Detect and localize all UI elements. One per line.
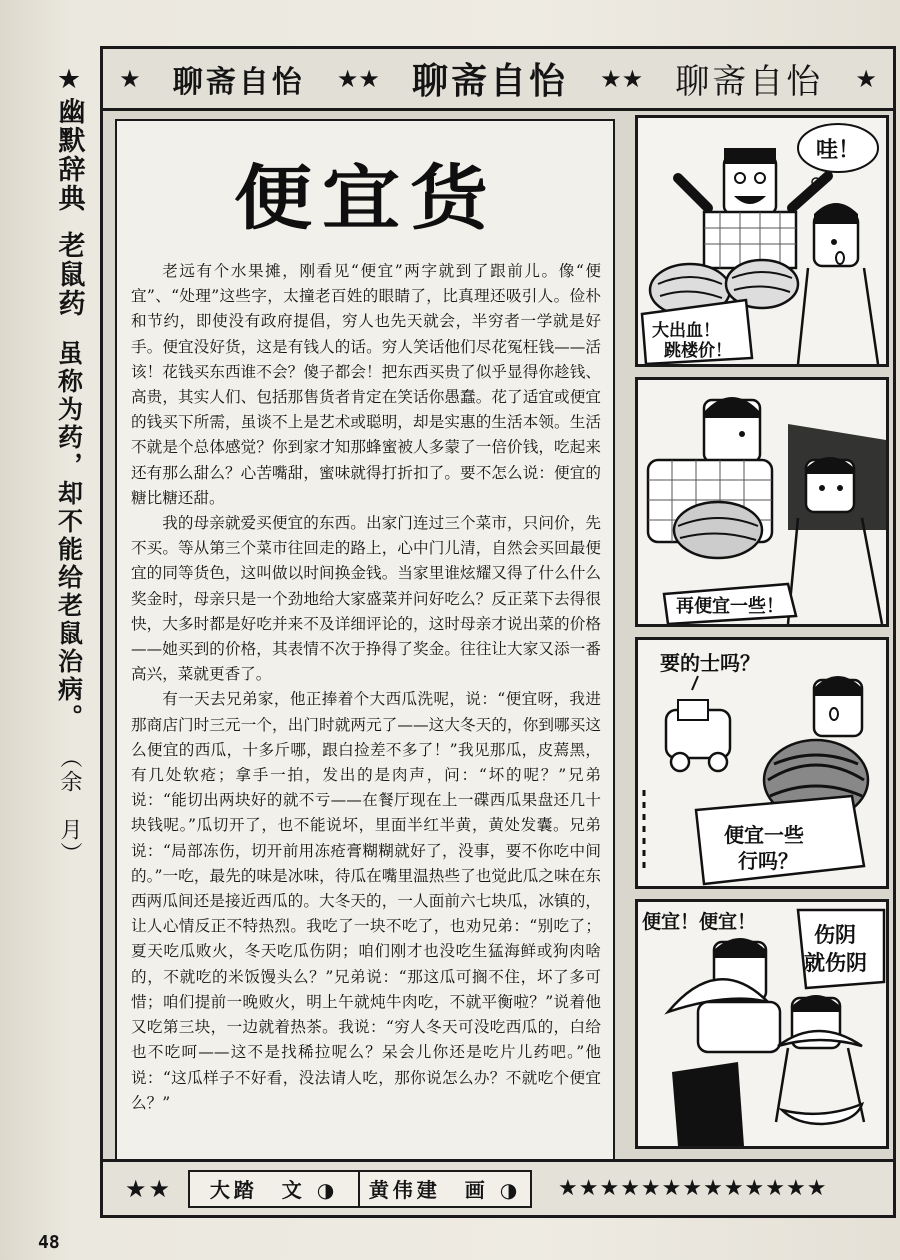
comic-caption: 跳楼价！	[664, 341, 732, 361]
column-frame	[100, 46, 896, 1218]
comic-strip	[635, 115, 889, 1203]
article-paragraph: 老远有个水果摊，刚看见“便宜”两字就到了跟前儿。像“便宜”、“处理”这些字，太撞老百姓的眼睛了，比真理还吸引人。俭朴和节约，即使没有政府提倡，穷人也先天就会，半穷者一学就是好手。便宜没好货，这是有钱人的话。穷人笑话他们尽花冤枉钱——活该！花钱买东西谁不会？傻子都会！把东西买贵了似乎显得你趁钱、高贵，其实人们、包括那售货者肯定在笑话你愚蠢。花了适宜或便宜的钱买下所需，虽谈不上是艺术或聪明，却是实惠的生活本领。生活不就是个总体感觉？你到家才知那蜂蜜被人多蒙了一倍价钱，吃起来还有那么甜么？心苦嘴甜，蜜味就得打折扣了。要不怎么说：便宜的糖比糖还甜。	[131, 262, 601, 507]
page-number: 48	[38, 1232, 60, 1253]
comic-bubble-text: 便宜！便宜！	[642, 911, 757, 933]
comic-bubble-text: 伤阴	[814, 923, 856, 947]
comic-panel-4	[635, 899, 889, 1149]
banner-title-2: 聊斋自怡	[411, 61, 568, 102]
vendor-shouting-illustration	[638, 118, 886, 364]
humor-dictionary-title: ★幽默辞典	[53, 64, 85, 213]
footer-stars-icon: ★★	[125, 1174, 173, 1203]
comic-bubble-text: 就伤阴	[804, 951, 867, 975]
author-credit: 大踏 文 ◑	[188, 1170, 360, 1208]
banner-stars-icon: ★★	[600, 64, 644, 93]
comic-bubble-text: 哇！	[815, 138, 861, 163]
humor-dictionary-column	[44, 60, 94, 1200]
banner-star-icon: ★	[119, 64, 141, 93]
article-paragraph: 有一天去兄弟家，他正捧着个大西瓜洗呢，说：“便宜呀，我进那商店门时三元一个，出门时就两元了——这大冬天的，你到哪买这么便宜的西瓜，十多斤哪，跟白捡差不多了！”我见那瓜，皮蔫黑，有几处软疮；拿手一拍，发出的是肉声，问：“坏的呢？”兄弟说：“能切出两块好的就不亏——在餐厅现在上一碟西瓜果盘还几十块钱呢。”瓜切开了，也不能说坏，里面半红半黄，黄处发囊。兄弟说：“局部冻伤，切开前用冻疮膏糊糊就好了，没事，要不你吃中间的。”一吃，最先的味是冰味，待瓜在嘴里温热些了也觉此瓜之味在东西两瓜间还是接近西瓜的。大冬天的，一人面前六七块瓜，冰镇的，让人心情反正不特热烈。我吃了一块不吃了，也劝兄弟：“别吃了；夏天吃瓜败火，冬天吃瓜伤阴；咱们刚才也没吃生猛海鲜或狗肉啥的，不就吃的米饭馒头么？”兄弟说：“那这瓜可搁不住，坏了多可惜；咱们提前一晚败火，明上午就炖牛肉吃，不就平衡啦？”说着他又吃第三块，一边就着热茶。我说：“穷人冬天可没吃西瓜的，白给也不吃呵——这不是找稀拉呢么？呆会儿你还是吃片儿药吧。”他说：“这瓜样子不好看，没法请人吃，那你说怎么办？不就吃个便宜么？”	[131, 690, 601, 1112]
comic-caption: 大出血！	[652, 321, 720, 341]
comic-panel-3	[635, 637, 889, 889]
article-paragraph: 我的母亲就爱买便宜的东西。出家门连过三个菜市，只问价，先不买。等从第三个菜市往回走的路上，心中门儿清，自然会买回最便宜的同等货色，这叫做以时间换金钱。当家里谁炫耀又得了什么什么奖金时，母亲只是一个劲地给大家盛菜并问好吃么？反正菜下去得很快，大多时都是好吃并来不及详细评论的，这时母亲才说出菜的价格——她买到的价格，其表情不次于挣得了奖金。往往让大家又添一番高兴，菜就更香了。	[131, 514, 601, 684]
illustrator-credit: 黄伟建 画 ◑	[360, 1170, 532, 1208]
eating-watermelon-illustration	[638, 902, 886, 1146]
article-panel	[115, 119, 615, 1201]
dictionary-definition: 虽称为药，却不能给老鼠治病。	[54, 340, 84, 732]
dictionary-signature: （余 月）	[57, 746, 82, 866]
dictionary-entry: 老鼠药	[53, 231, 85, 318]
banner-title-3: 聊斋自怡	[675, 62, 824, 102]
article-title: 便宜货	[233, 158, 498, 240]
comic-sign-text: 便宜一些	[724, 823, 804, 847]
banner-star-icon: ★	[855, 64, 877, 93]
article-body	[131, 259, 601, 1116]
banner-stars-icon: ★★	[336, 64, 380, 93]
banner-title-1: 聊斋自怡	[172, 64, 305, 100]
comic-panel-2	[635, 377, 889, 627]
comic-panel-1	[635, 115, 889, 367]
bargaining-illustration	[638, 380, 886, 624]
comic-caption: 再便宜一些！	[676, 596, 784, 617]
column-banner	[103, 49, 893, 111]
taxi-driver-illustration	[638, 640, 886, 886]
footer-stars-icon: ★★★★★★★★★★★★★	[558, 1176, 828, 1201]
comic-bubble-text: 要的士吗？	[660, 651, 760, 675]
comic-sign-text: 行吗？	[738, 849, 798, 873]
credits-footer	[103, 1159, 893, 1215]
